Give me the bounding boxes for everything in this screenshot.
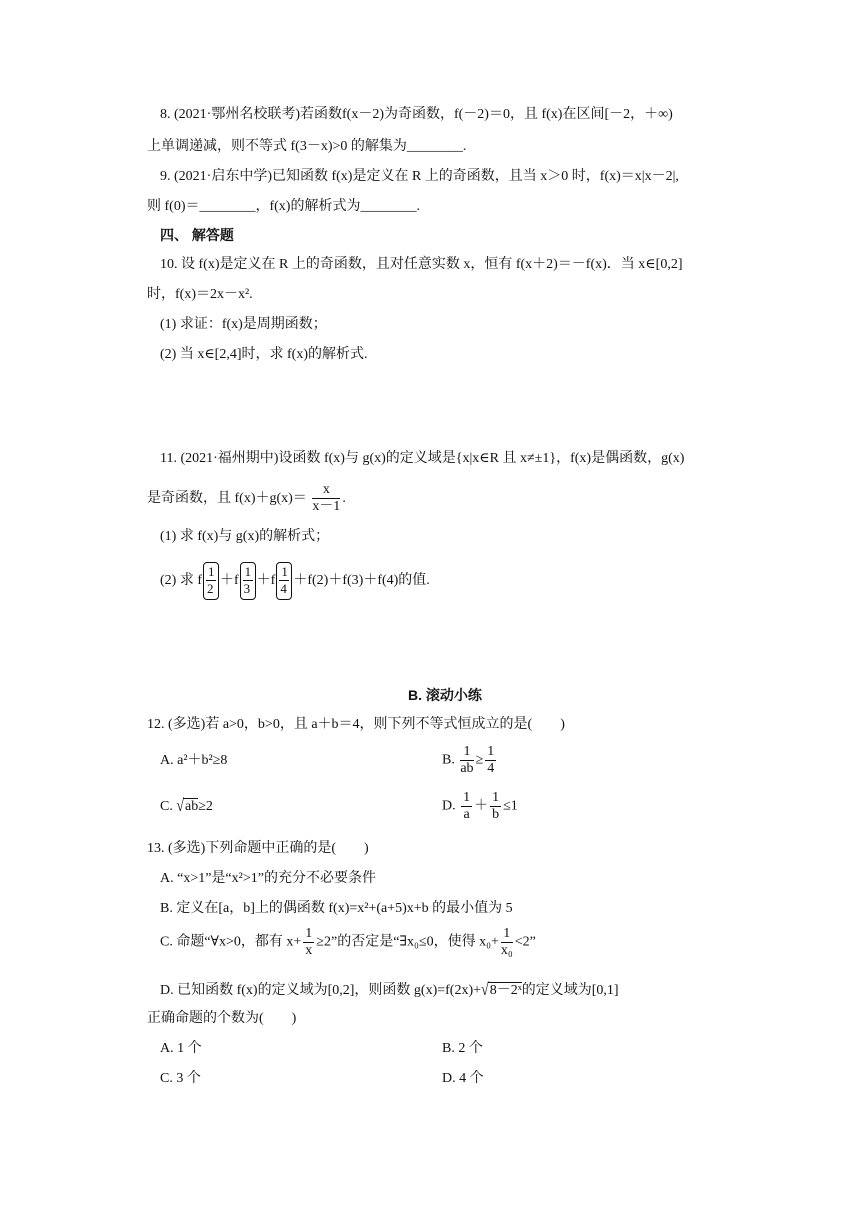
q8-line1: 8. (2021·鄂州名校联考)若函数f(x－2)为奇函数，f(－2)＝0，且 f(x)在区间[－2，＋∞) (160, 107, 673, 122)
q10-line1: 10. 设 f(x)是定义在 R 上的奇函数，且对任意实数 x，恒有 f(x＋2)＝－f(x)．当 x∈[0,2] (160, 257, 683, 272)
q13-answer-c: C. 3 个 (160, 1071, 201, 1086)
q9-line2: 则 f(0)＝________，f(x)的解析式为________. (147, 199, 420, 214)
q13-option-d: D. 已知函数 f(x)的定义域为[0,2]，则函数 g(x)=f(2x)+√8－2ˣ的定义域为[0,1] (160, 981, 619, 1000)
q10-part2: (2) 当 x∈[2,4]时，求 f(x)的解析式. (160, 347, 368, 362)
q13-subquestion: 正确命题的个数为( ) (147, 1011, 297, 1026)
q13-answer-b: B. 2 个 (442, 1041, 483, 1056)
q13-option-c: C. 命题“∀x>0，都有 x+ $\frac{1}{x}$ ≥2”的否定是“∃x₀≤0，使得 x₀+ $\frac{1}{\text{x₀}}$ <2” (160, 926, 536, 959)
q13-answer-a: A. 1 个 (160, 1041, 202, 1056)
paren-half: $\frac{1}{2}$ (203, 562, 219, 600)
q9-line1: 9. (2021·启东中学)已知函数 f(x)是定义在 R 上的奇函数，且当 x＞0 时，f(x)＝x|x－2|, (160, 169, 679, 184)
q11-line2: 是奇函数，且 f(x)＋g(x)＝ $\frac{x}{x-1}$ . (147, 482, 346, 515)
q12-option-a: A. a²＋b²≥8 (160, 753, 228, 768)
section-heading-practice: B. 滚动小练 (408, 687, 482, 703)
q12-option-c: C. √ab≥2 (160, 797, 213, 816)
q11-part1: (1) 求 f(x)与 g(x)的解析式； (160, 529, 330, 544)
q8-line2: 上单调递减，则不等式 f(3－x)>0 的解集为________. (147, 139, 467, 154)
q11-line1: 11. (2021·福州期中)设函数 f(x)与 g(x)的定义域是{x|x∈R 且 x≠±1}，f(x)是偶函数，g(x) (160, 451, 685, 466)
paren-third: $\frac{1}{3}$ (240, 562, 256, 600)
q12-stem: 12. (多选)若 a>0，b>0，且 a＋b＝4，则下列不等式恒成立的是( ) (147, 717, 565, 732)
q13-option-b: B. 定义在[a，b]上的偶函数 f(x)=x²+(a+5)x+b 的最小值为 5 (160, 901, 513, 916)
q13-stem: 13. (多选)下列命题中正确的是( ) (147, 841, 369, 856)
section-heading-answers: 四、 解答题 (160, 227, 234, 243)
q10-part1: (1) 求证：f(x)是周期函数； (160, 317, 327, 332)
paren-quarter: $\frac{1}{4}$ (276, 562, 292, 600)
q13-answer-d: D. 4 个 (442, 1071, 484, 1086)
q12-option-d: D. $\frac{1}{a}$ ＋ $\frac{1}{b}$ ≤1 (442, 790, 518, 823)
q10-line2: 时，f(x)＝2x－x². (147, 287, 253, 302)
q13-option-a: A. “x>1”是“x²>1”的充分不必要条件 (160, 871, 376, 886)
q11-fraction: $\frac{x}{x-1}$ (312, 482, 341, 515)
q12-option-b: B. $\frac{1}{ab}$ ≥ $\frac{1}{4}$ (442, 744, 495, 777)
q11-part2: (2) 求 f $\frac{1}{2}$ ＋f $\frac{1}{3}$ ＋f $\frac{1}{4}$ ＋f(2)＋f(3)＋f(4)的值. (160, 562, 430, 600)
